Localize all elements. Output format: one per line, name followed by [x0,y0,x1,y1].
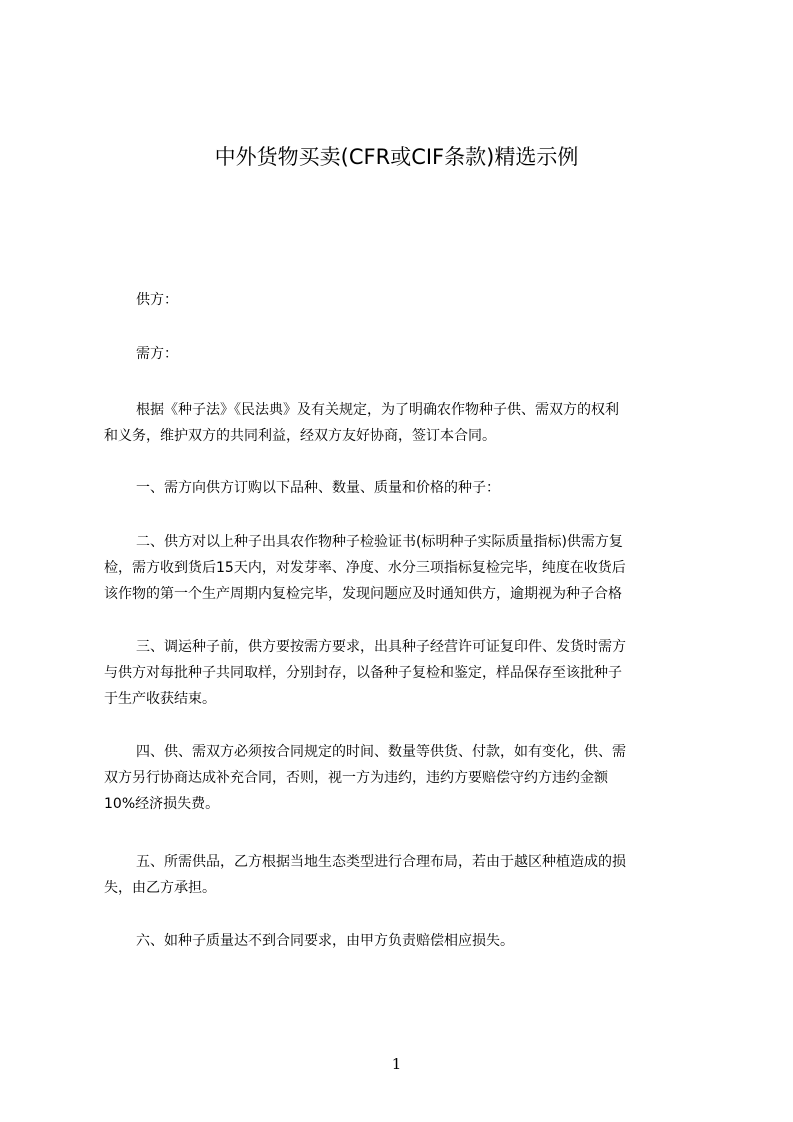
clause-3-line-1: 三、调运种子前，供方要按需方要求，出具种子经营许可证复印件、发货时需方 [136,639,626,655]
clause-2-line-3: 该作物的第一个生产周期内复检完毕，发现问题应及时通知供方，逾期视为种子合格 [104,586,622,602]
clause-3-paragraph [104,634,698,712]
clause-4-paragraph [104,739,698,817]
clause-4-line-1: 四、供、需双方必须按合同规定的时间、数量等供货、付款，如有变化，供、需 [136,744,626,760]
clause-2-line-2: 检，需方收到货后15天内，对发芽率、净度、水分三项指标复检完毕，纯度在收货后 [104,560,626,576]
clause-5-line-2: 失，由乙方承担。 [104,880,216,896]
page-number: 1 [391,1055,402,1073]
preamble-paragraph [104,397,698,449]
preamble-line-2: 和义务，维护双方的共同利益，经双方友好协商，签订本合同。 [104,428,496,444]
clause-5-paragraph [104,849,698,901]
buyer-label: 需方： [136,346,178,362]
clause-3-line-3: 于生产收获结束。 [104,691,216,707]
supplier-line [104,287,698,313]
clause-2-line-1: 二、供方对以上种子出具农作物种子检验证书(标明种子实际质量指标)供需方复 [136,534,623,550]
preamble-line-1: 根据《种子法》《民法典》及有关规定，为了明确农作物种子供、需双方的权利 [136,402,619,418]
clause-5-line-1: 五、所需供品，乙方根据当地生态类型进行合理布局，若由于越区种植造成的损 [136,854,626,870]
clause-2-paragraph [104,529,698,607]
clause-1-line-1: 一、需方向供方订购以下品种、数量、质量和价格的种子： [136,480,500,496]
clause-4-line-3: 10%经济损失费。 [104,796,220,812]
clause-6-paragraph [104,928,698,954]
supplier-label: 供方： [136,292,178,308]
clause-1-paragraph [104,475,698,501]
document-title: 中外货物买卖(CFR或CIF条款)精选示例 [214,145,579,169]
clause-4-line-2: 双方另行协商达成补充合同，否则，视一方为违约，违约方要赔偿守约方违约金额 [104,770,608,786]
buyer-line [104,341,698,367]
clause-3-line-2: 与供方对每批种子共同取样，分别封存，以备种子复检和鉴定，样品保存至该批种子 [104,665,622,681]
clause-6-line-1: 六、如种子质量达不到合同要求，由甲方负责赔偿相应损失。 [136,933,514,949]
